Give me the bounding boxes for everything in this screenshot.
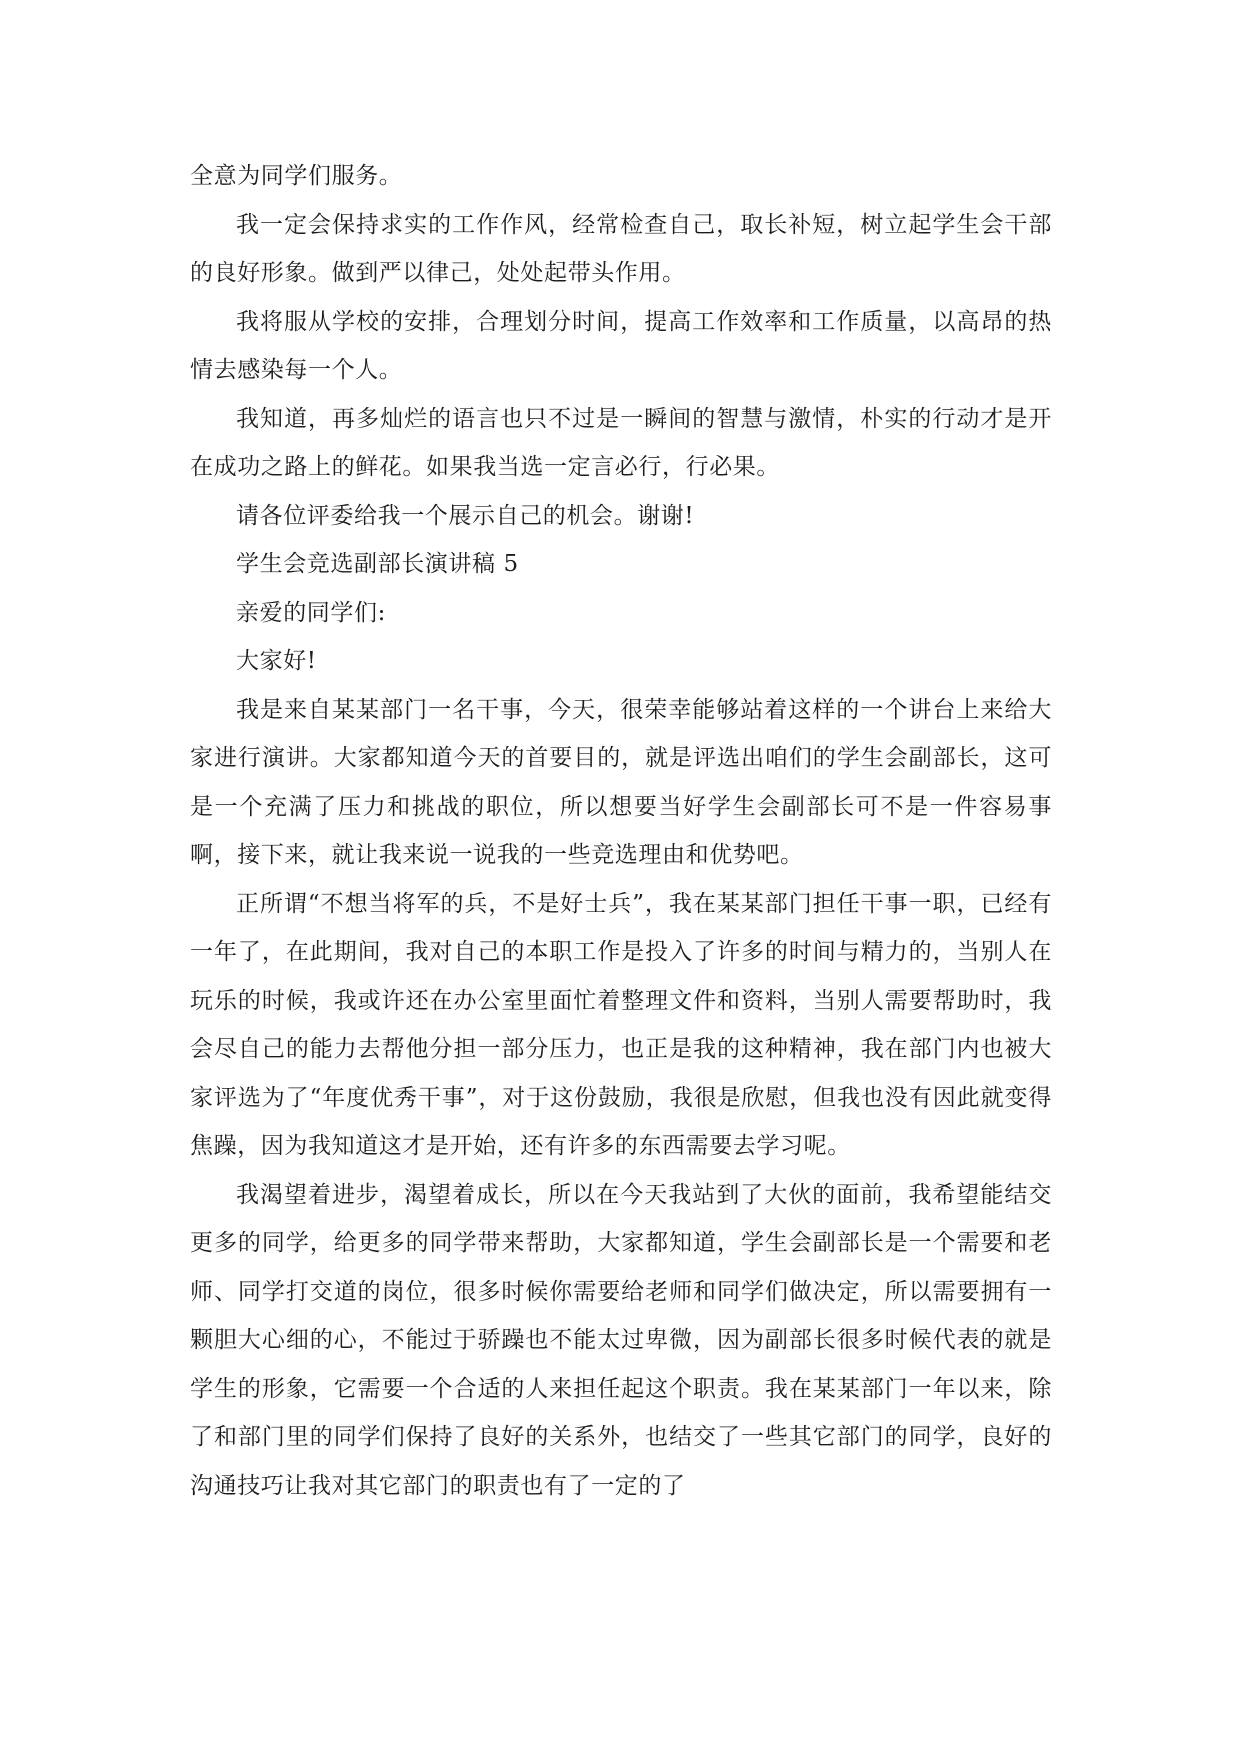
paragraph: 我是来自某某部门一名干事，今天，很荣幸能够站着这样的一个讲台上来给大家进行演讲。大家都知道今天的首要目的，就是评选出咱们的学生会副部长，这可是一个充满了压力和挑战的职位，所以想要当好学生会副部长可不是一件容易事啊，接下来，就让我来说一说我的一些竞选理由和优势吧。	[190, 696, 1052, 868]
paragraph: 我渴望着进步，渴望着成长，所以在今天我站到了大伙的面前，我希望能结交更多的同学，给更多的同学带来帮助，大家都知道，学生会副部长是一个需要和老师、同学打交道的岗位，很多时候你需要给老师和同学们做决定，所以需要拥有一颗胆大心细的心，不能过于骄躁也不能太过卑微，因为副部长很多时候代表的就是学生的形象，它需要一个合适的人来担任起这个职责。我在某某部门一年以来，除了和部门里的同学们保持了良好的关系外，也结交了一些其它部门的同学，良好的沟通技巧让我对其它部门的职责也有了一定的了	[190, 1181, 1052, 1499]
paragraph: 请各位评委给我一个展示自己的机会。谢谢!	[236, 502, 695, 529]
paragraph: 我一定会保持求实的工作作风，经常检查自己，取长补短，树立起学生会干部的良好形象。做到严以律己，处处起带头作用。	[190, 211, 1052, 286]
paragraph: 全意为同学们服务。	[190, 163, 403, 189]
paragraph: 我将服从学校的安排，合理划分时间，提高工作效率和工作质量，以高昂的热情去感染每一个人。	[190, 308, 1052, 383]
salutation: 亲爱的同学们:	[236, 599, 386, 626]
paragraph: 正所谓“不想当将军的兵，不是好士兵”，我在某某部门担任干事一职，已经有一年了，在此期间，我对自己的本职工作是投入了许多的时间与精力的，当别人在玩乐的时候，我或许还在办公室里面忙着整理文件和资料，当别人需要帮助时，我会尽自己的能力去帮他分担一部分压力，也正是我的这种精神，我在部门内也被大家评选为了“年度优秀干事”，对于这份鼓励，我很是欣慰，但我也没有因此就变得焦躁，因为我知道这才是开始，还有许多的东西需要去学习呢。	[190, 890, 1052, 1159]
section-title: 学生会竞选副部长演讲稿 5	[236, 551, 519, 577]
paragraph: 我知道，再多灿烂的语言也只不过是一瞬间的智慧与激情，朴实的行动才是开在成功之路上的鲜花。如果我当选一定言必行，行必果。	[190, 405, 1052, 480]
greeting: 大家好!	[236, 648, 317, 674]
document-body	[190, 152, 1052, 1510]
